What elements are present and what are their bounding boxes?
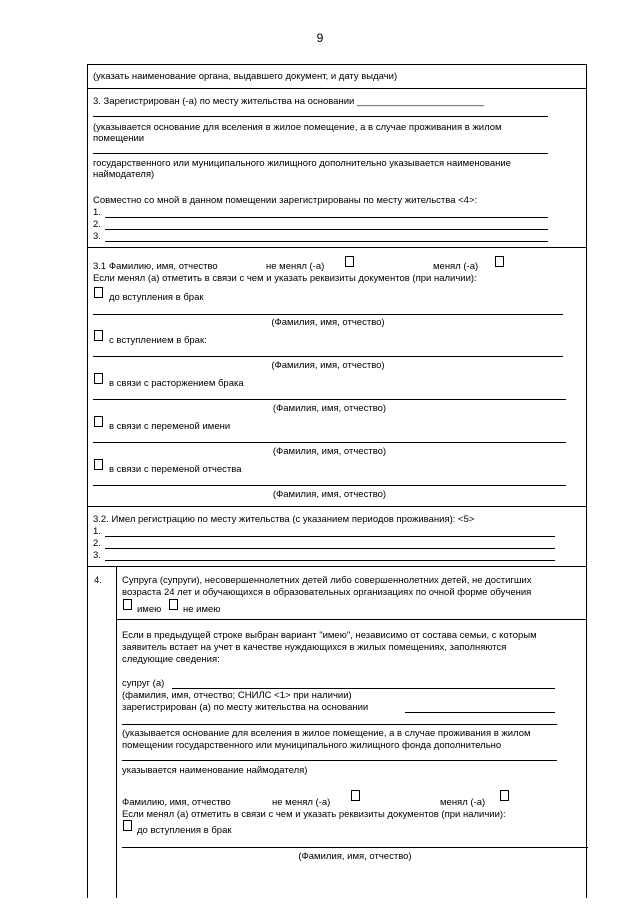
spouse-line-2: возраста 24 лет и обучающихся в образовательных организациях по очной форме обучения: [122, 587, 532, 598]
table-top-border: [87, 64, 587, 65]
prev-registration-line-2[interactable]: [105, 548, 555, 549]
name-change-label: в связи с переменой имени: [109, 421, 231, 432]
spouse-registered-underline[interactable]: [405, 712, 555, 713]
spouse-label: супруг (а): [122, 678, 165, 689]
cohabitant-number-2: 2.: [93, 219, 101, 230]
spouse-before-marriage-checkbox[interactable]: [123, 820, 132, 831]
cohabitants-title: Совместно со мной в данном помещении зарегистрированы по месту жительства <4>:: [93, 195, 478, 206]
spouse-not-changed-label: не менял (-а): [272, 797, 331, 808]
fio-hint-1: (Фамилия, имя, отчество): [271, 317, 385, 328]
spouse-underline[interactable]: [172, 688, 555, 689]
cohabitant-number-1: 1.: [93, 207, 101, 218]
have-not-checkbox[interactable]: [169, 599, 178, 610]
spouse-line-1: Супруга (супруги), несовершеннолетних детей либо совершеннолетних детей, не достигших: [122, 575, 532, 586]
changed-label: менял (-а): [433, 261, 479, 272]
spouse-fio-hint: (Фамилия, имя, отчество): [298, 851, 412, 862]
not-changed-label: не менял (-а): [266, 261, 325, 272]
fio-underline-1[interactable]: [93, 314, 563, 315]
fio-underline-4[interactable]: [93, 442, 566, 443]
table-right-border: [586, 64, 587, 898]
spouse-fio-change-label: Фамилию, имя, отчество: [122, 797, 231, 808]
spouse-basis-underline-2[interactable]: [122, 760, 557, 761]
have-checkbox[interactable]: [123, 599, 132, 610]
spouse-basis-underline[interactable]: [122, 724, 557, 725]
spouse-basis-hint-3: указывается наименование наймодателя): [122, 765, 308, 776]
have-not-label: не имею: [183, 604, 221, 615]
spouse-registered-label: зарегистрирован (а) по месту жительства на основании: [122, 702, 369, 713]
basis-hint-line-2: помещении: [93, 133, 145, 144]
section-number-4: 4.: [94, 575, 102, 586]
cohabitant-line-1[interactable]: [105, 217, 548, 218]
patronymic-change-label: в связи с переменой отчества: [109, 464, 242, 475]
not-changed-checkbox[interactable]: [345, 256, 354, 267]
spouse-hint: (фамилия, имя, отчество; СНИЛС <1> при наличии): [122, 690, 352, 701]
row-separator: [87, 566, 587, 567]
fio-hint-5: (Фамилия, имя, отчество): [272, 489, 387, 500]
basis-underline[interactable]: [93, 153, 548, 154]
with-marriage-label: с вступлением в брак:: [109, 335, 207, 346]
fio-hint-3: (Фамилия, имя, отчество): [272, 403, 387, 414]
with-marriage-checkbox[interactable]: [94, 330, 103, 341]
fio-hint-2: (Фамилия, имя, отчество): [271, 360, 385, 371]
spouse-basis-hint-2: помещении государственного или муниципального жилищного фонда дополнительно: [122, 740, 502, 751]
cohabitant-line-3[interactable]: [105, 241, 548, 242]
patronymic-change-checkbox[interactable]: [94, 459, 103, 470]
row-separator: [87, 88, 587, 89]
changed-checkbox[interactable]: [495, 256, 504, 267]
before-marriage-label: до вступления в брак: [109, 292, 204, 303]
name-change-checkbox[interactable]: [94, 416, 103, 427]
basis-hint-line-1: (указывается основание для вселения в жилое помещение, а в случае проживания в жилом: [93, 122, 502, 133]
inner-row-separator: [116, 619, 587, 620]
cohabitant-line-2[interactable]: [105, 229, 548, 230]
fio-underline-3[interactable]: [93, 399, 566, 400]
spouse-changed-label: менял (-а): [440, 797, 486, 808]
table-left-border: [87, 64, 88, 898]
row-separator: [87, 247, 587, 248]
prev-registration-number-3: 3.: [93, 550, 101, 561]
spouse-before-marriage-label: до вступления в брак: [137, 825, 232, 836]
spouse-changed-checkbox[interactable]: [500, 790, 509, 801]
spouse-basis-hint-1: (указывается основание для вселения в жилое помещение, а в случае проживания в жилом: [122, 728, 531, 739]
prev-registration-number-2: 2.: [93, 538, 101, 549]
divorce-label: в связи с расторжением брака: [109, 378, 244, 389]
divorce-checkbox[interactable]: [94, 373, 103, 384]
basis-hint-line-4: наймодателя): [93, 169, 155, 180]
basis-underline[interactable]: [93, 116, 548, 117]
row-separator: [87, 506, 587, 507]
number-column-divider: [116, 566, 117, 898]
prev-registration-line-1[interactable]: [105, 536, 555, 537]
if-changed-instruction: Если менял (а) отметить в связи с чем и указать реквизиты документов (при наличии):: [93, 273, 477, 284]
fio-underline-5[interactable]: [93, 485, 566, 486]
spouse-fio-underline[interactable]: [122, 847, 588, 848]
registered-basis-label: 3. Зарегистрирован (-а) по месту жительства на основании ________________________: [93, 96, 484, 107]
page-number: 9: [316, 31, 324, 45]
spouse-if-changed-instruction: Если менял (а) отметить в связи с чем и указать реквизиты документов (при наличии):: [122, 809, 506, 820]
before-marriage-checkbox[interactable]: [94, 287, 103, 298]
issuer-hint: (указать наименование органа, выдавшего документ, и дату выдачи): [93, 71, 398, 82]
have-label: имею: [137, 604, 162, 615]
fio-underline-2[interactable]: [93, 356, 563, 357]
prev-registration-title: 3.2. Имел регистрацию по месту жительства (с указанием периодов проживания): <5>: [93, 514, 475, 525]
basis-hint-line-3: государственного или муниципального жилищного дополнительно указывается наименование: [93, 158, 511, 169]
info-line-1: Если в предыдущей строке выбран вариант "имею", независимо от состава семьи, с которым: [122, 630, 537, 641]
prev-registration-line-3[interactable]: [105, 560, 555, 561]
info-line-3: следующие сведения:: [122, 654, 220, 665]
cohabitant-number-3: 3.: [93, 231, 101, 242]
fio-hint-4: (Фамилия, имя, отчество): [272, 446, 387, 457]
fio-change-label: 3.1 Фамилию, имя, отчество: [93, 261, 218, 272]
spouse-not-changed-checkbox[interactable]: [351, 790, 360, 801]
info-line-2: заявитель встает на учет в качестве нуждающихся в жилых помещениях, заполняются: [122, 642, 507, 653]
prev-registration-number-1: 1.: [93, 526, 101, 537]
